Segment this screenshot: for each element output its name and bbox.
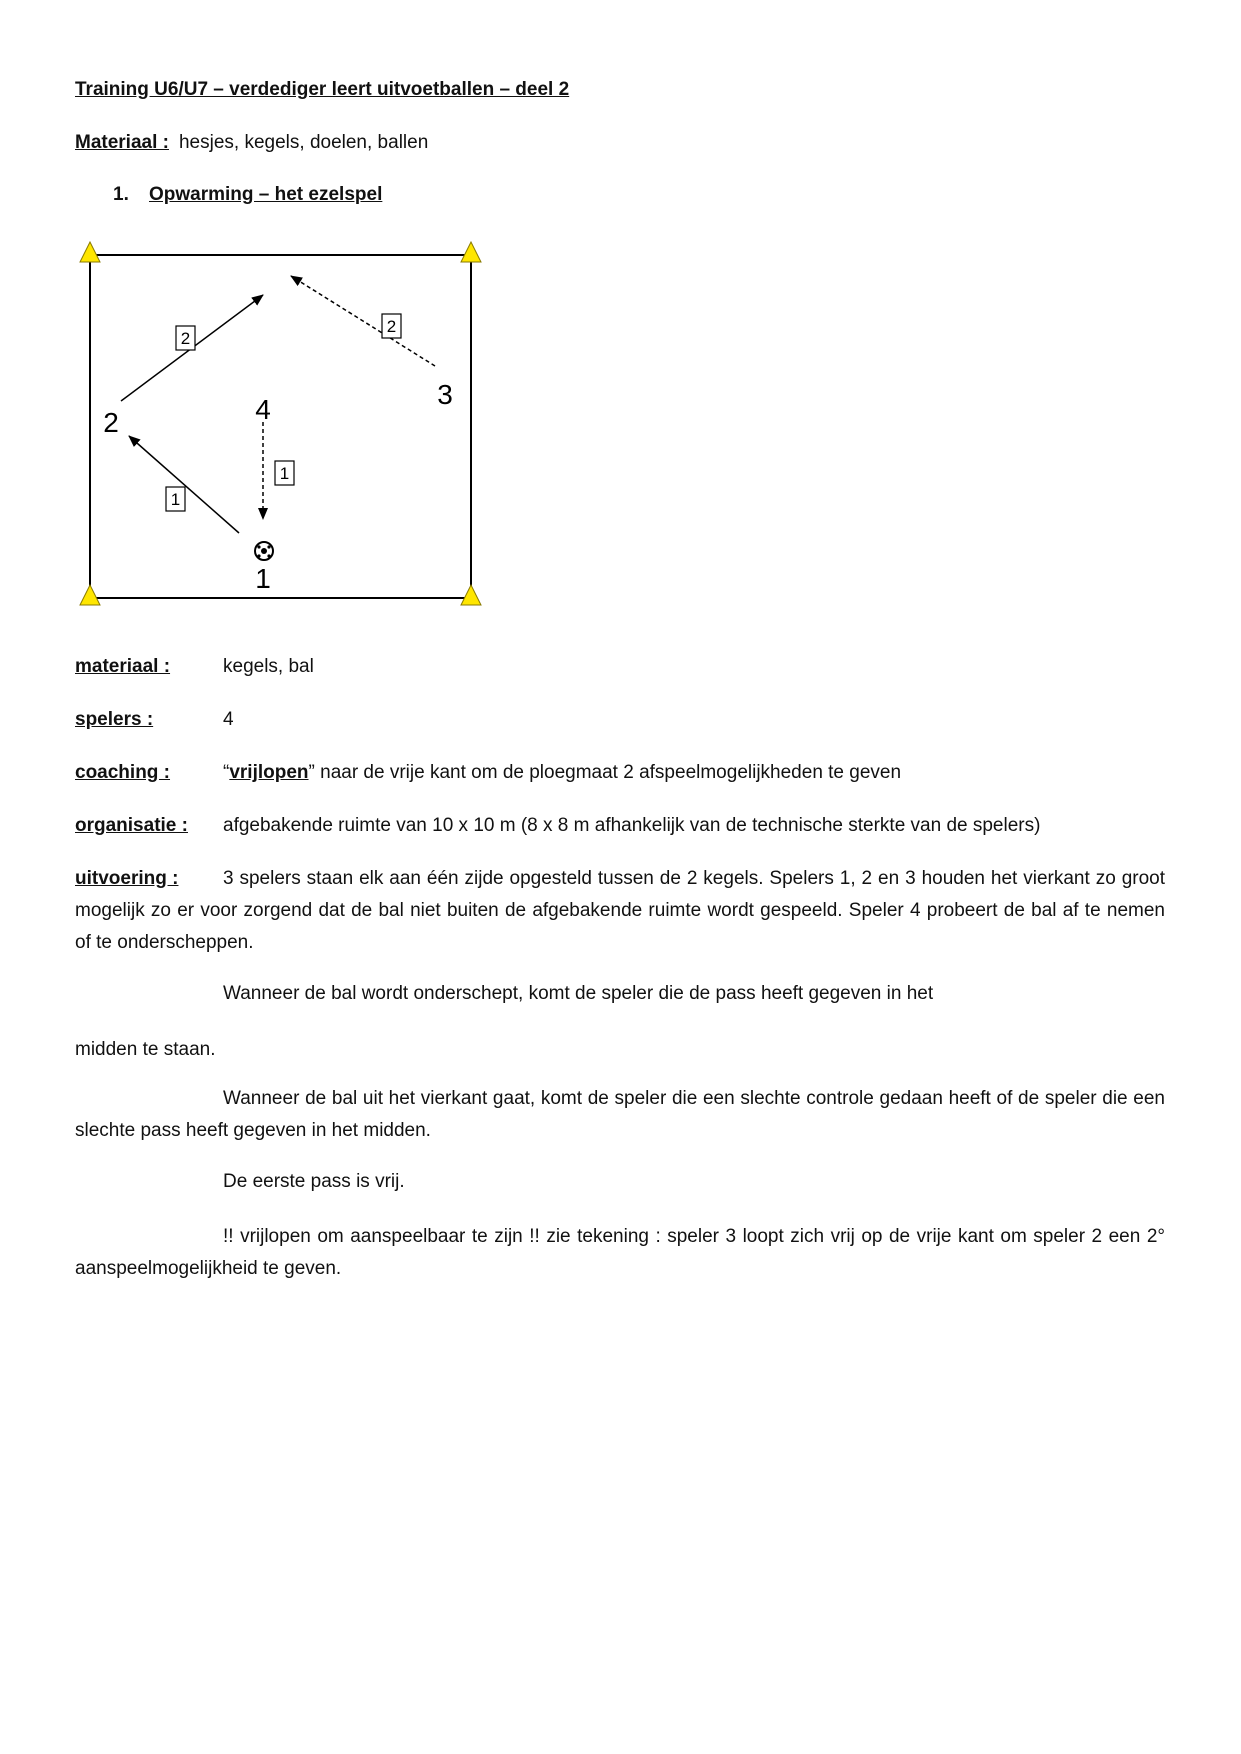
- exercise-diagram: [76, 236, 488, 614]
- onderschept-text: Wanneer de bal wordt onderschept, komt de speler die de pass heeft gegeven in het: [223, 983, 934, 1004]
- uitvoering-label: uitvoering :: [75, 868, 179, 889]
- coaching-rest: ” naar de vrije kant om de ploegmaat 2 afspeelmogelijkheden te geven: [308, 762, 902, 783]
- coaching-keyword: vrijlopen: [229, 762, 309, 783]
- cone-icon: [461, 242, 481, 262]
- spelers-label: spelers :: [75, 709, 154, 730]
- pass-label-box: [166, 487, 185, 511]
- materiaal-field-value: kegels, bal: [223, 656, 314, 677]
- vierkant-text: Wanneer de bal uit het vierkant gaat, komt de speler die een slechte controle gedaan heeft of de speler die een slechte pass heeft gegeven in het midden.: [75, 1088, 1165, 1141]
- paragraph-midden: [75, 1034, 1165, 1066]
- run-arrow-3: [291, 276, 435, 366]
- coaching-quote-open: “: [223, 762, 230, 783]
- cone-icon: [461, 585, 481, 605]
- player-1-label: 1: [255, 563, 271, 594]
- cone-icon: [80, 585, 100, 605]
- section-heading: [113, 183, 382, 207]
- svg-text:2: 2: [386, 317, 397, 336]
- midden-text: midden te staan.: [75, 1039, 216, 1060]
- field-uitvoering: [75, 863, 1165, 959]
- field-coaching: [75, 761, 1165, 785]
- pass-label-box: [176, 326, 195, 350]
- cone-icon: [80, 242, 100, 262]
- paragraph-vrijlopen: [75, 1221, 1165, 1285]
- field-square: [90, 255, 471, 598]
- organisatie-label: organisatie :: [75, 815, 188, 836]
- field-spelers: [75, 708, 1165, 732]
- svg-text:2: 2: [180, 329, 191, 348]
- pass-label-box: [382, 314, 401, 338]
- pass-arrow-1-to-2: [129, 436, 239, 533]
- player-4-label: 4: [255, 394, 271, 425]
- player-3-label: 3: [437, 379, 453, 410]
- paragraph-onderschept: [75, 978, 1165, 1010]
- document-title: Training U6/U7 – verdediger leert uitvoetballen – deel 2: [75, 79, 570, 100]
- materiaal-value: hesjes, kegels, doelen, ballen: [178, 132, 429, 153]
- field-materiaal: [75, 655, 1165, 679]
- materiaal-label: Materiaal :: [75, 132, 169, 153]
- svg-text:1: 1: [279, 464, 290, 483]
- paragraph-vierkant: [75, 1083, 1165, 1147]
- ball-icon: [255, 542, 273, 560]
- uitvoering-value: 3 spelers staan elk aan één zijde opgesteld tussen de 2 kegels. Spelers 1, 2 en 3 houden het vierkant zo groot mogelijk zo er voor zorgend dat de bal niet buiten de afgebakende ruimte wordt gespeeld. Speler 4 probeert de bal af te nemen of te onderscheppen.: [75, 868, 1165, 953]
- player-2-label: 2: [103, 407, 119, 438]
- field-organisatie: [75, 814, 1165, 838]
- materiaal-line: [75, 131, 428, 155]
- pass-label-box: [275, 461, 294, 485]
- organisatie-value: afgebakende ruimte van 10 x 10 m (8 x 8 m afhankelijk van de technische sterkte van de spelers): [223, 815, 1041, 836]
- svg-text:1: 1: [170, 490, 181, 509]
- section-title: Opwarming – het ezelspel: [149, 184, 383, 205]
- materiaal-field-label: materiaal :: [75, 656, 171, 677]
- vrijlopen-text: !! vrijlopen om aanspeelbaar te zijn !! zie tekening : speler 3 loopt zich vrij op de vrije kant om speler 2 een 2° aanspeelmogelijkheid te geven.: [75, 1226, 1165, 1279]
- spelers-value: 4: [223, 709, 234, 730]
- eerste-pass-text: De eerste pass is vrij.: [223, 1171, 405, 1192]
- section-number: 1.: [113, 184, 129, 205]
- coaching-label: coaching :: [75, 762, 171, 783]
- paragraph-eerste-pass: [75, 1166, 1165, 1198]
